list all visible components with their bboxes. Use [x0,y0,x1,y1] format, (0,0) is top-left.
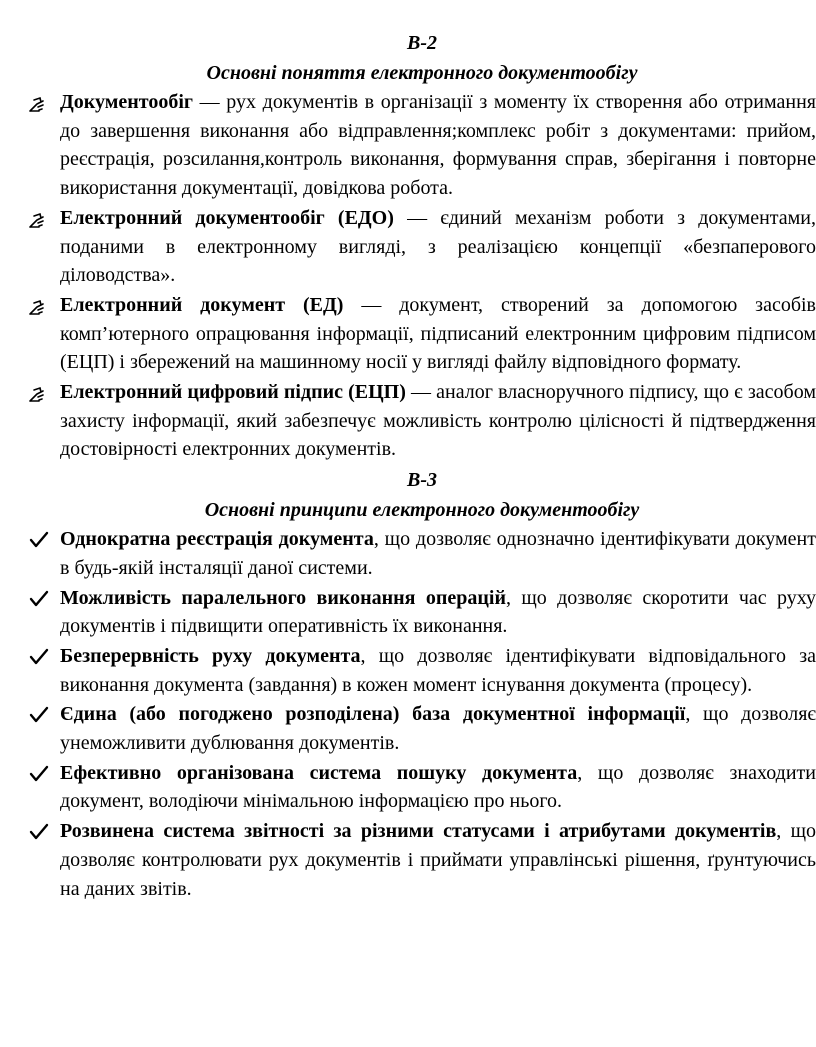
list-item [28,291,816,377]
term: Електронний цифровий підпис (ЕЦП) [60,381,406,404]
term: Електронний документообіг (ЕДО) [60,206,394,229]
term: Однократна реєстрація документа [60,528,374,551]
term: Єдина (або погоджено розподілена) база документної інформації [60,703,686,726]
checkmark-icon [28,647,50,667]
list-item [28,584,816,641]
section-1-code: В-2 [407,32,437,54]
pointing-hand-icon [28,94,50,114]
pointing-hand-icon [28,210,50,230]
checkmark-icon [28,822,50,842]
term: Ефективно організована система пошуку документа [60,761,578,784]
principles-list [28,525,816,903]
definition: , що дозволяє однозначно ідентифікувати документ в будь-якій інсталяції даної системи. [60,528,816,579]
definition: — аналог власноручного підпису, що є засобом захисту інформації, який забезпечує можливість контролю цілісності й підтвердження достовірності електронних документів. [60,381,816,461]
definition: , що дозволяє унеможливити дублювання документів. [60,703,816,755]
definition: — єдиний механізм роботи з документами, поданими в електронному вигляді, з реалізацією концепції «безпаперового діловодства». [60,206,816,287]
definition: , що дозволяє скоротити час руху документів і підвищити оперативність їх виконання. [60,586,816,638]
definition: , що дозволяє знаходити документ, володіючи мінімальною інформацією про нього. [60,761,816,813]
pointing-hand-icon [28,297,50,317]
term: Документообіг [60,91,193,113]
term: Електронний документ (ЕД) [60,293,344,316]
term: Розвинена система звітності за різними статусами і атрибутами документів [60,820,777,843]
list-item [28,204,816,290]
list-item [28,759,816,816]
list-item [28,700,816,757]
definitions-list [28,88,816,464]
definition: , що дозволяє контролювати рух документів і приймати управлінські рішення, ґрунтуючись на даних звітів. [60,820,816,900]
checkmark-icon [28,705,50,725]
list-item [28,525,816,582]
checkmark-icon [28,530,50,550]
definition: , що дозволяє ідентифікувати відповідального за виконання документа (завдання) в кожен момент існування документа (процесу). [60,644,816,696]
section-2-code: В-3 [407,469,437,492]
term: Можливість паралельного виконання операцій [60,586,506,609]
list-item [28,642,816,699]
definition: — рух документів в організації з моменту їх створення або отримання до завершення виконання або відправлення;комплекс робіт з документами: прийом, реєстрація, розсилання,контроль виконання, формування справ, зберігання і повторне використання документації, довідкова робота. [60,91,816,200]
section-2-heading: Основні принципи електронного документообігу [204,499,640,522]
pointing-hand-icon [28,384,50,404]
definition: — документ, створений за допомогою засобів комп’ютерного опрацювання інформації, підписаний електронним цифровим підписом (ЕЦП) і збережений на машинному носії у вигляді файлу відповідного формату. [60,293,816,374]
list-item [28,88,816,203]
checkmark-icon [28,589,50,609]
section-1-heading: Основні поняття електронного документообігу [206,62,638,84]
term: Безперервність руху документа [60,644,361,667]
document-page [28,28,816,904]
list-item [28,817,816,903]
checkmark-icon [28,764,50,784]
list-item [28,378,816,464]
